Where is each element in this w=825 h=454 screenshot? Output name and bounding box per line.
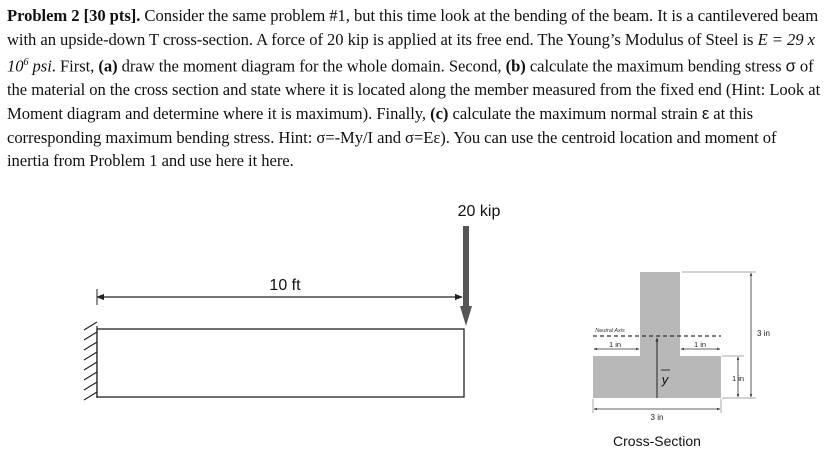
force-label: 20 kip [457, 203, 501, 220]
right-overhang-label: 1 in [693, 340, 707, 349]
fixed-support [84, 322, 97, 400]
problem-text-9: ). You can use the centroid location and moment of inertia from Problem 1 and use here it here. [7, 127, 777, 171]
epsilon-symbol: ε [701, 103, 710, 123]
cross-section-caption: Cross-Section [613, 433, 701, 449]
centroid-symbol: y [661, 372, 669, 387]
problem-text-5: of the material on the cross section and state where it is located along the member measured from the fixed end (Hint: Look at Moment diagram and determine where it is maximum). Finally, [7, 56, 821, 123]
height-label: 3 in [757, 329, 770, 338]
force-arrow [460, 226, 472, 326]
stress-formula: σ=-My/I [316, 127, 374, 147]
modulus-variable: E [757, 29, 768, 49]
beam [97, 329, 464, 397]
length-label: 10 ft [269, 277, 301, 294]
part-a-label: (a) [98, 56, 118, 76]
part-b-label: (b) [505, 56, 526, 76]
flange-thickness-label: 1 in [731, 374, 745, 383]
hooke-formula: σ=Eε [405, 127, 441, 147]
problem-heading: Problem 2 [30 pts]. [7, 6, 141, 25]
left-overhang-label: 1 in [608, 340, 622, 349]
problem-text-6: calculate the maximum normal strain [448, 103, 702, 123]
problem-text-8: and [373, 127, 406, 147]
modulus-exponent: 6 [23, 57, 29, 69]
problem-text-3: draw the moment diagram for the whole domain. Second, [117, 56, 506, 76]
modulus-equation: = 29 x 10 [7, 29, 815, 76]
part-c-label: (c) [430, 103, 449, 123]
problem-text-2: . First, [51, 56, 99, 76]
modulus-unit: psi [28, 56, 52, 76]
problem-text-4: calculate the maximum bending stress [525, 56, 786, 76]
sigma-symbol: σ [785, 56, 796, 76]
neutral-axis-label: Neutral Axis [595, 328, 625, 334]
problem-text-7: at this corresponding maximum bending stress. Hint: [7, 103, 754, 147]
problem-text-1: Consider the same problem #1, but this time look at the bending of the beam. It is a cantilevered beam with an upside-down T cross-section. A force of 20 kip is applied at its free end. The Young’s Modulus of Steel is [7, 6, 819, 49]
base-width-label: 3 in [650, 413, 664, 422]
